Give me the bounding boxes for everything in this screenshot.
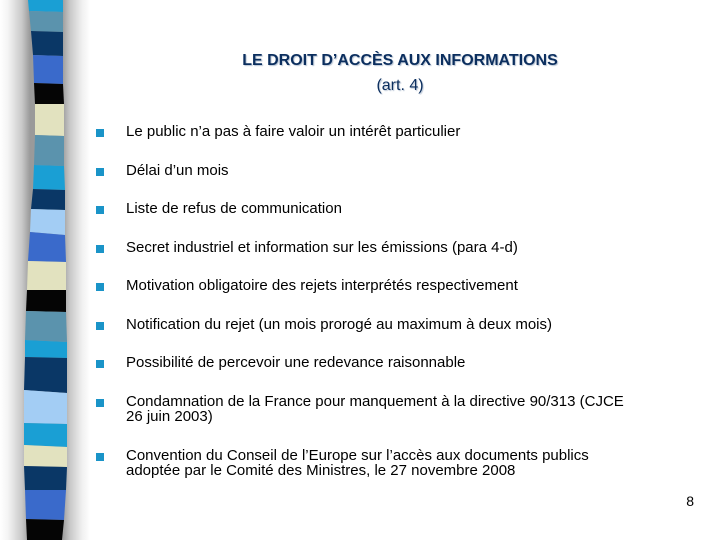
slide-title: LE DROIT D’ACCÈS AUX INFORMATIONS bbox=[242, 52, 558, 69]
list-item bbox=[96, 394, 696, 424]
list-item bbox=[96, 355, 696, 370]
list-item-text: Notification du rejet (un mois prorogé au maximum à deux mois) bbox=[126, 316, 553, 333]
list-item-text-line1: Condamnation de la France pour manquement à la directive 90/313 (CJCE bbox=[126, 393, 624, 410]
list-item-text-line2: 26 juin 2003) bbox=[126, 408, 213, 425]
square-bullet-icon bbox=[96, 453, 104, 461]
list-item bbox=[96, 163, 696, 178]
list-item-text-line2: adoptée par le Comité des Ministres, le 27 novembre 2008 bbox=[126, 462, 516, 479]
list-item-text bbox=[126, 448, 589, 478]
list-item-text: Secret industriel et information sur les émissions (para 4-d) bbox=[126, 239, 518, 256]
list-item bbox=[96, 201, 696, 216]
square-bullet-icon bbox=[96, 283, 104, 291]
list-item bbox=[96, 278, 696, 293]
list-item bbox=[96, 240, 696, 255]
list-item-text: Possibilité de percevoir une redevance raisonnable bbox=[126, 354, 466, 371]
list-item-text: Délai d’un mois bbox=[126, 162, 229, 179]
list-item bbox=[96, 317, 696, 332]
list-item-text: Liste de refus de communication bbox=[126, 200, 342, 217]
list-item-text-line1: Convention du Conseil de l’Europe sur l’accès aux documents publics bbox=[126, 447, 589, 464]
square-bullet-icon bbox=[96, 168, 104, 176]
slide-subtitle: (art. 4) bbox=[376, 77, 424, 94]
list-item-text bbox=[126, 394, 624, 424]
list-item bbox=[96, 448, 696, 478]
square-bullet-icon bbox=[96, 245, 104, 253]
square-bullet-icon bbox=[96, 360, 104, 368]
page-number: 8 bbox=[686, 493, 694, 509]
list-item-text: Motivation obligatoire des rejets interprétés respectivement bbox=[126, 277, 518, 294]
square-bullet-icon bbox=[96, 322, 104, 330]
list-item bbox=[96, 124, 696, 139]
list-item-text: Le public n’a pas à faire valoir un intérêt particulier bbox=[126, 123, 461, 140]
square-bullet-icon bbox=[96, 129, 104, 137]
square-bullet-icon bbox=[96, 399, 104, 407]
square-bullet-icon bbox=[96, 206, 104, 214]
